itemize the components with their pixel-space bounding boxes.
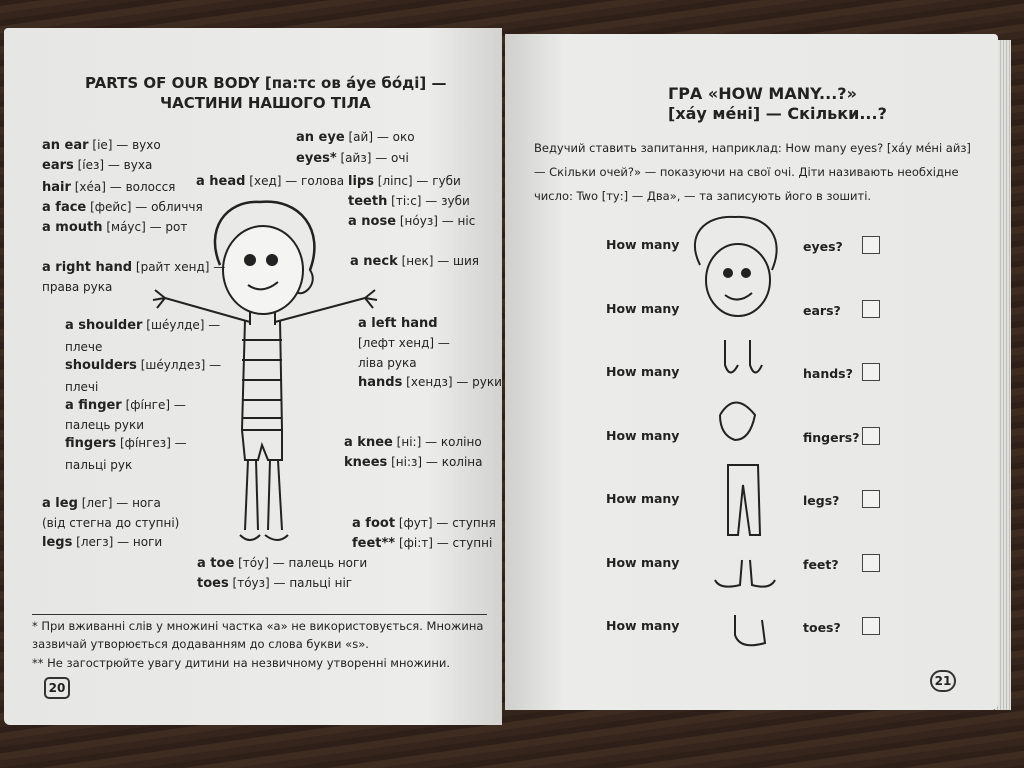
vocab-translation: [іе] — вухо: [92, 138, 161, 152]
vocab-translation: [ай] — око: [348, 130, 415, 144]
vocab-entry: [42, 516, 179, 530]
vocab-english: ears: [42, 158, 74, 173]
vocab-entry: [42, 260, 225, 275]
vocab-translation: ліва рука: [358, 356, 417, 370]
vocab-translation: [хед] — голова: [249, 174, 345, 188]
vocab-translation: пальці рук: [65, 458, 133, 472]
body-parts-pictures: [680, 215, 790, 655]
vocab-translation: [фíнгез] —: [120, 436, 187, 450]
vocab-translation: [фейс] — обличчя: [90, 200, 203, 214]
vocab-english: a toe: [197, 556, 235, 571]
body-part-question: fingers?: [803, 429, 860, 445]
vocab-entry: [197, 576, 352, 591]
vocab-translation: [ні:] — коліно: [396, 435, 482, 449]
vocab-entry: [42, 535, 162, 550]
vocab-translation: [нóуз] — ніс: [399, 214, 476, 228]
vocab-english: legs: [42, 535, 73, 550]
vocab-entry: [65, 340, 102, 354]
vocab-translation: [ні:з] — коліна: [391, 455, 483, 469]
vocab-entry: [65, 436, 187, 451]
vocab-english: hands: [358, 375, 403, 390]
vocab-translation: [лег] — нога: [81, 496, 161, 510]
vocab-entry: [296, 151, 409, 166]
how-many-label: How many: [606, 554, 680, 570]
vocab-english: a head: [196, 174, 246, 189]
vocab-entry: [197, 556, 367, 571]
vocab-entry: [358, 316, 438, 331]
vocab-english: hair: [42, 180, 71, 195]
how-many-label: How many: [606, 300, 680, 316]
vocab-english: a nose: [348, 214, 397, 229]
vocab-english: a right hand: [42, 260, 133, 275]
how-many-label: How many: [606, 618, 680, 633]
vocab-translation: [шéулде] —: [146, 318, 221, 332]
vocab-english: a finger: [65, 398, 122, 413]
vocab-english: toes: [197, 576, 229, 591]
how-many-label: How many: [606, 427, 680, 443]
vocab-translation: [ті:с] — зуби: [391, 194, 470, 208]
vocab-english: a leg: [42, 496, 78, 511]
vocab-english: feet**: [352, 536, 396, 551]
vocab-english: a shoulder: [65, 318, 143, 333]
answer-box[interactable]: [862, 554, 880, 572]
vocab-entry: [352, 516, 496, 531]
vocab-entry: [42, 220, 187, 235]
answer-box[interactable]: [862, 363, 880, 381]
vocab-entry: [358, 356, 417, 370]
vocab-translation: плечі: [65, 380, 99, 394]
vocab-english: lips: [348, 174, 374, 189]
instructions-paragraph: Ведучий ставить запитання, наприклад: How many eyes? [хáу мéні айз] — Скільки очей?» — показуючи на свої очі. Діти називають необхідне число: Two [ту:] — Два», — та записують його в зошиті.: [534, 141, 971, 203]
vocab-english: shoulders: [65, 358, 137, 373]
body-part-question: legs?: [803, 493, 840, 508]
vocab-english: fingers: [65, 436, 117, 451]
vocab-translation: [ліпс] — губи: [377, 174, 461, 188]
vocab-translation: [легз] — ноги: [76, 535, 163, 549]
vocab-entry: [65, 380, 98, 394]
vocab-translation: [хендз] — руки: [406, 375, 502, 389]
vocab-translation: [мáус] — рот: [106, 220, 188, 234]
vocab-translation: [нек] — шия: [401, 254, 480, 268]
vocab-english: an ear: [42, 138, 89, 153]
vocab-entry: [42, 200, 203, 215]
vocab-translation: плече: [65, 340, 103, 354]
how-many-label: How many: [606, 237, 680, 252]
vocab-entry: [352, 536, 492, 551]
how-many-label: How many: [606, 364, 680, 379]
right-title-line1: ГРА «HOW MANY...?»: [668, 84, 857, 103]
vocab-english: knees: [344, 455, 388, 470]
vocab-entry: [65, 398, 186, 413]
vocab-translation: [тóуз] — пальці ніг: [232, 576, 353, 590]
vocab-translation: [тóу] — палець ноги: [238, 556, 368, 570]
page-number-right: 21: [930, 670, 956, 692]
vocab-english: a knee: [344, 435, 393, 450]
vocab-entry: [42, 158, 152, 173]
vocab-entry: [348, 174, 461, 189]
vocab-translation: [хéа] — волосся: [74, 180, 176, 194]
body-part-question: toes?: [803, 620, 841, 635]
vocab-translation: [айз] — очі: [340, 151, 409, 165]
vocab-translation: палець руки: [65, 418, 145, 432]
vocab-translation: [лефт хенд] —: [358, 336, 450, 350]
vocab-entry: [344, 435, 482, 450]
vocab-translation: [фі:т] — ступні: [398, 536, 493, 550]
vocab-entry: [65, 318, 220, 333]
vocab-entry: [358, 375, 502, 390]
vocab-english: a left hand: [358, 316, 438, 331]
answer-box[interactable]: [862, 236, 880, 254]
vocab-english: a mouth: [42, 220, 103, 235]
vocab-entry: [348, 194, 470, 209]
right-title-line2: [хáу мéні] — Скільки...?: [668, 104, 887, 123]
body-part-question: eyes?: [803, 239, 843, 254]
vocab-english: teeth: [348, 194, 388, 209]
vocab-english: eyes*: [296, 151, 337, 166]
body-part-question: hands?: [803, 366, 853, 381]
left-title-line2: ЧАСТИНИ НАШОГО ТІЛА: [160, 94, 371, 112]
page-number-left: 20: [44, 677, 70, 699]
vocab-entry: [344, 455, 483, 470]
vocab-entry: [296, 130, 415, 145]
vocab-entry: [42, 180, 175, 195]
vocab-english: an eye: [296, 130, 345, 145]
vocab-entry: [348, 214, 475, 229]
vocab-translation: (від стегна до ступні): [42, 516, 180, 530]
answer-box[interactable]: [862, 617, 880, 635]
vocab-entry: [65, 358, 221, 373]
vocab-translation: [íез] — вуха: [77, 158, 153, 172]
answer-box[interactable]: [862, 490, 880, 508]
vocab-translation: [фíнге] —: [125, 398, 186, 412]
vocab-english: a face: [42, 200, 87, 215]
left-title-line1: PARTS OF OUR BODY [па:тс ов áуе бóді] —: [85, 74, 447, 92]
vocab-entry: [42, 138, 161, 153]
how-many-label: How many: [606, 491, 680, 506]
vocab-translation: права рука: [42, 280, 113, 294]
answer-box[interactable]: [862, 300, 880, 318]
vocab-translation: [райт хенд] —: [135, 260, 226, 274]
vocab-entry: [42, 280, 112, 294]
vocab-english: a foot: [352, 516, 396, 531]
vocab-entry: [42, 496, 161, 511]
body-part-question: feet?: [803, 556, 839, 572]
vocab-translation: [фут] — ступня: [398, 516, 496, 530]
vocab-entry: [358, 336, 450, 350]
vocab-entry: [196, 174, 344, 189]
footnote-1: * При вживанні слів у множині частка «а» не використовується. Множина зазвичай утворюється додаванням до слова букви «s».: [32, 614, 487, 653]
vocab-english: a neck: [350, 254, 398, 269]
vocab-entry: [350, 254, 479, 269]
body-part-question: ears?: [803, 302, 841, 318]
vocab-translation: [шéулдез] —: [140, 358, 222, 372]
footnote-2: ** Не загострюйте увагу дитини на незвичному утворенні множини.: [32, 656, 451, 670]
vocab-entry: [65, 458, 132, 472]
answer-box[interactable]: [862, 427, 880, 445]
vocab-entry: [65, 418, 144, 432]
